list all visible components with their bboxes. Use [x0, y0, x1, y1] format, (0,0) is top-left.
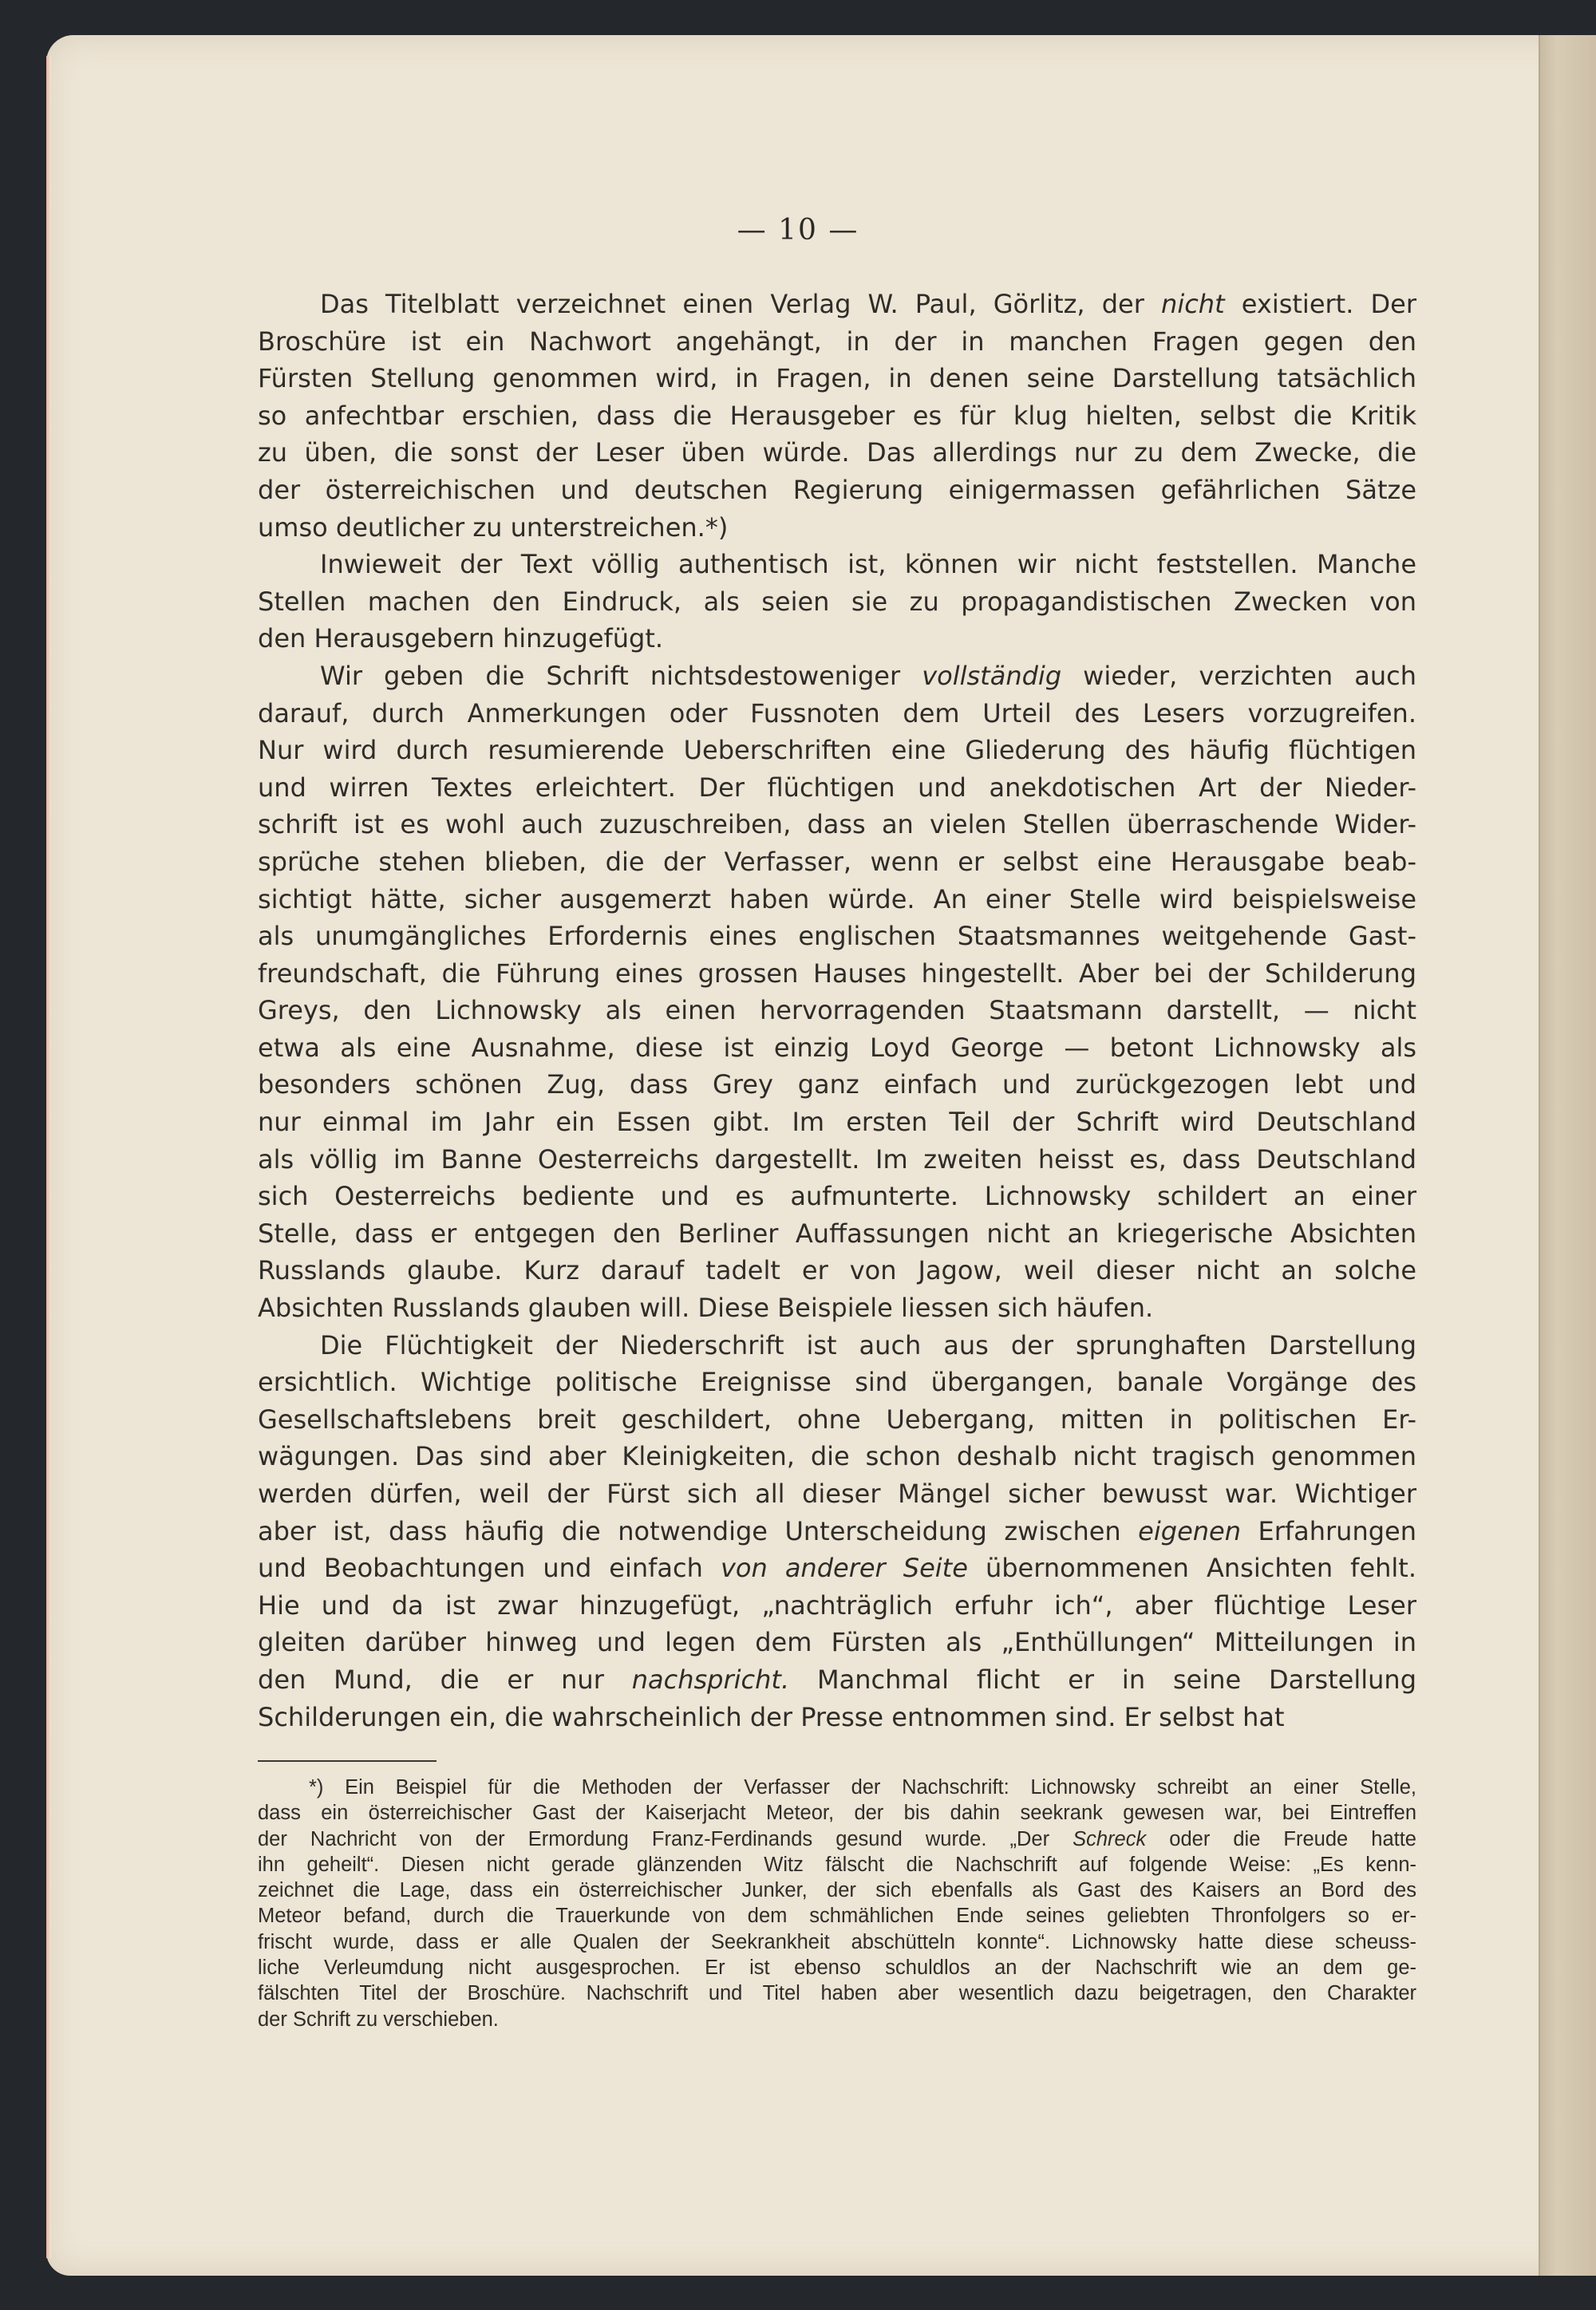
footnote-paragraph: [258, 1775, 1416, 2032]
text-line: Nur wird durch resumierende Ueberschriften eine Gliederung des häufig flüchtigen: [258, 735, 1416, 766]
text-line: als unumgängliches Erfordernis eines englischen Staatsmannes weitgehende Gast-: [258, 921, 1416, 952]
text-line: Die Flüchtigkeit der Niederschrift ist auch aus der sprunghaften Darstellung: [320, 1329, 1416, 1360]
footnote-divider: [258, 1760, 437, 1762]
text-line: ihn geheilt“. Diesen nicht gerade glänzenden Witz fälscht die Nachschrift auf folgende Weise: „Es kenn-: [258, 1853, 1416, 1876]
main-text: [258, 286, 1416, 1735]
text-line: und Beobachtungen und einfach von anderer Seite übernommenen Ansichten fehlt.: [258, 1553, 1417, 1584]
emphasis: vollständig: [922, 660, 1062, 691]
text-line: Schilderungen ein, die wahrscheinlich der Presse entnommen sind. Er selbst hat: [258, 1701, 1285, 1732]
text-line: fälschten Titel der Broschüre. Nachschrift und Titel haben aber wesentlich dazu beigetragen, den Charakter: [258, 1982, 1416, 2005]
text-line: gleiten darüber hinweg und legen dem Fürsten als „Enthüllungen“ Mitteilungen in: [258, 1627, 1416, 1658]
text-line: und wirren Textes erleichtert. Der flüchtigen und anekdotischen Art der Nieder-: [258, 772, 1416, 803]
text-line: ersichtlich. Wichtige politische Ereignisse sind übergangen, banale Vorgänge des: [258, 1367, 1416, 1398]
text-line: den Mund, die er nur nachspricht. Manchmal flicht er in seine Darstellung: [258, 1664, 1417, 1695]
text-line: dass ein österreichischer Gast der Kaiserjacht Meteor, der bis dahin seekrank gewesen war, bei Eintreffen: [258, 1802, 1416, 1825]
text-line: Gesellschaftslebens breit geschildert, ohne Uebergang, mitten in politischen Er-: [258, 1404, 1416, 1435]
text-line: zeichnet die Lage, dass ein österreichischer Junker, der sich ebenfalls als Gast des Kaisers an Bord des: [258, 1879, 1416, 1902]
text-line: wägungen. Das sind aber Kleinigkeiten, die schon deshalb nicht tragisch genommen: [258, 1441, 1416, 1472]
text-line: der österreichischen und deutschen Regierung einigermassen gefährlichen Sätze: [258, 474, 1416, 505]
text-line: sprüche stehen blieben, die der Verfasser, wenn er selbst eine Herausgabe beab-: [258, 846, 1416, 877]
text-line: Inwieweit der Text völlig authentisch ist, können wir nicht feststellen. Manche: [320, 549, 1416, 580]
text-line: aber ist, dass häufig die notwendige Unterscheidung zwischen eigenen Erfahrungen: [258, 1515, 1417, 1546]
text-line: Russlands glaube. Kurz darauf tadelt er von Jagow, weil dieser nicht an solche: [258, 1255, 1416, 1286]
text-line: *) Ein Beispiel für die Methoden der Verfasser der Nachschrift: Lichnowsky schreibt an einer Stelle,: [309, 1776, 1416, 1799]
text-line: besonders schönen Zug, dass Grey ganz einfach und zurückgezogen lebt und: [258, 1069, 1416, 1100]
text-line: etwa als eine Ausnahme, diese ist einzig Loyd George — betont Lichnowsky als: [258, 1032, 1416, 1063]
text-line: der Nachricht von der Ermordung Franz-Ferdinands gesund wurde. „Der Schreck oder die Freude hatte: [258, 1827, 1416, 1850]
text-line: umso deutlicher zu unterstreichen.*): [258, 511, 729, 543]
paragraph: [258, 657, 1416, 1327]
text-line: sich Oesterreichs bediente und es aufmunterte. Lichnowsky schildert an einer: [258, 1181, 1416, 1212]
page-left-edge: [46, 56, 51, 2258]
text-line: nur einmal im Jahr ein Essen gibt. Im ersten Teil der Schrift wird Deutschland: [258, 1107, 1416, 1138]
text-line: darauf, durch Anmerkungen oder Fussnoten dem Urteil des Lesers vorzugreifen.: [258, 697, 1416, 729]
text-line: Das Titelblatt verzeichnet einen Verlag W. Paul, Görlitz, der nicht existiert. Der: [320, 289, 1417, 319]
text-line: liche Verleumdung nicht ausgesprochen. Er ist ebenso schuldlos an der Nachschrift wie an dem ge-: [258, 1957, 1416, 1980]
paragraph: [258, 286, 1416, 546]
paragraph: [258, 546, 1416, 657]
footnote: [258, 1775, 1416, 2032]
text-line: Absichten Russlands glauben will. Diese Beispiele liessen sich häufen.: [258, 1293, 1154, 1324]
text-line: als völlig im Banne Oesterreichs dargestellt. Im zweiten heisst es, dass Deutschland: [258, 1143, 1416, 1175]
page-number: — 10 —: [737, 214, 859, 247]
text-line: Wir geben die Schrift nichtsdestoweniger vollständig wieder, verzichten auch: [320, 660, 1417, 691]
text-line: Meteor befand, durch die Trauerkunde von dem schmählichen Ende seines geliebten Thronfolgers so er-: [258, 1905, 1416, 1928]
emphasis: nachspricht.: [631, 1664, 790, 1695]
text-line: werden dürfen, weil der Fürst sich all dieser Mängel sicher bewusst war. Wichtiger: [258, 1479, 1416, 1509]
text-line: Stelle, dass er entgegen den Berliner Auffassungen nicht an kriegerische Absichten: [258, 1218, 1416, 1249]
text-line: so anfechtbar erschien, dass die Herausgeber es für klug hielten, selbst die Kritik: [258, 400, 1416, 431]
text-line: Broschüre ist ein Nachwort angehängt, in der in manchen Fragen gegen den: [258, 326, 1416, 357]
text-line: freundschaft, die Führung eines grossen Hauses hingestellt. Aber bei der Schilderung: [258, 958, 1416, 989]
text-line: sichtigt hätte, sicher ausgemerzt haben würde. An einer Stelle wird beispielsweise: [258, 883, 1416, 914]
emphasis: von anderer Seite: [720, 1553, 968, 1584]
emphasis: eigenen: [1138, 1515, 1241, 1546]
text-line: Stellen machen den Eindruck, als seien sie zu propagandistischen Zwecken von: [258, 586, 1416, 617]
text-line: zu üben, die sonst der Leser üben würde. Das allerdings nur zu dem Zwecke, die: [258, 437, 1416, 468]
paragraph: [258, 1327, 1416, 1736]
text-line: der Schrift zu verschieben.: [258, 2008, 499, 2031]
emphasis: nicht: [1161, 289, 1225, 319]
page-binding-edge: [1539, 35, 1596, 2276]
text-line: den Herausgebern hinzugefügt.: [258, 623, 664, 654]
text-line: Hie und da ist zwar hinzugefügt, „nachträglich erfuhr ich“, aber flüchtige Leser: [258, 1589, 1416, 1621]
text-line: Fürsten Stellung genommen wird, in Fragen, in denen seine Darstellung tatsächlich: [258, 363, 1416, 394]
text-line: Greys, den Lichnowsky als einen hervorragenden Staatsmann darstellt, — nicht: [258, 995, 1416, 1026]
text-line: schrift ist es wohl auch zuzuschreiben, dass an vielen Stellen überraschende Wider-: [258, 809, 1416, 840]
text-line: frischt wurde, dass er alle Qualen der Seekrankheit abschütteln konnte“. Lichnowsky hatte diese scheuss-: [258, 1930, 1416, 1953]
emphasis: Schreck: [1073, 1827, 1147, 1850]
